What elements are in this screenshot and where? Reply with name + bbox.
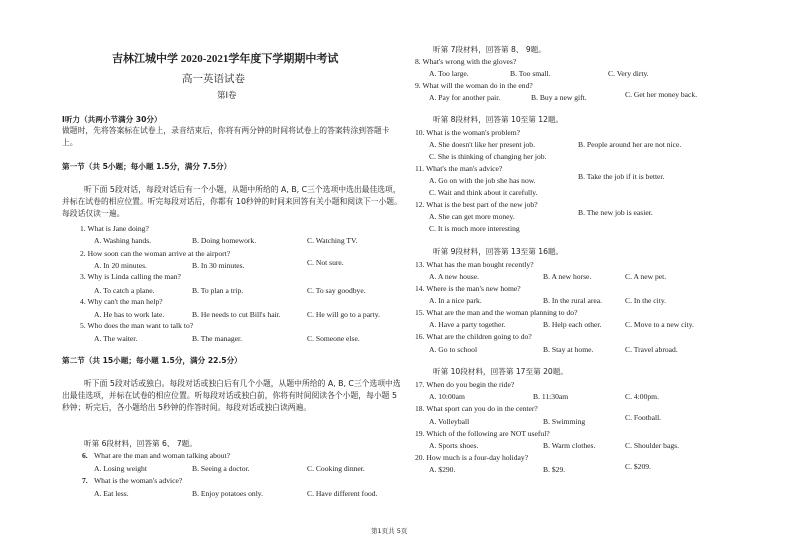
q19-option-b: B. Warm clothes. (543, 441, 596, 450)
q8-option-c: C. Very dirty. (608, 69, 649, 78)
question-3: 3. Why is Linda calling the man? (80, 272, 181, 281)
material-10-heading: 听第 10段材料，回答第 17至第 20题。 (433, 367, 568, 376)
section1-instructions: 听下面 5段对话，每段对话后有一个小题，从题中所给的 A, B, C三个选项中选出最佳选项，并标在试卷的相应位置。听完每段对话后，你都有 10秒钟的时间来回答有关小题和阅读下一小题。每段话仅读一遍。 (62, 185, 402, 218)
q10-option-b: B. People around her are not nice. (578, 140, 682, 149)
q17-option-a: A. 10:00am (429, 392, 465, 401)
question-10: 10. What is the woman's problem? (415, 128, 520, 137)
q9-option-a: A. Pay for another pair. (429, 93, 501, 102)
q13-option-a: A. A new house. (429, 272, 479, 281)
q12-option-a: A. She can get more money. (429, 212, 515, 221)
q13-option-c: C. A new pet. (625, 272, 667, 281)
q9-option-b: B. Buy a new gift. (531, 93, 587, 102)
question-8: 8. What's wrong with the gloves? (415, 57, 517, 66)
q14-option-a: A. In a nice park. (429, 296, 482, 305)
material-6-heading: 听第 6段材料，回答第 6、 7题。 (84, 439, 197, 448)
q13-option-b: B. A new horse. (543, 272, 592, 281)
q16-option-b: B. Stay at home. (543, 345, 594, 354)
q6-option-c: C. Cooking dinner. (307, 464, 365, 473)
q2-option-c: C. Not sure. (307, 258, 344, 267)
q11-option-c: C. Wait and think about it carefully. (429, 188, 538, 197)
q19-option-c: C. Shoulder bags. (625, 441, 679, 450)
q20-option-c: C. $209. (625, 462, 651, 471)
question-6: What are the man and woman talking about? (94, 451, 231, 460)
q15-option-a: A. Have a party together. (429, 320, 506, 329)
material-7-heading: 听第 7段材料，回答第 8、 9题。 (433, 45, 546, 54)
q15-option-b: B. Help each other. (543, 320, 602, 329)
q9-option-c: C. Get her money back. (625, 90, 698, 99)
q20-option-a: A. $290. (429, 465, 456, 474)
q18-option-c: C. Football. (625, 413, 662, 422)
q20-option-b: B. $29. (543, 465, 566, 474)
question-2: 2. How soon can the woman arrive at the airport? (80, 249, 231, 258)
q6-option-a: A. Losing weight (94, 464, 147, 473)
question-6-number: 6. (82, 451, 88, 460)
question-9: 9. What will the woman do in the end? (415, 81, 533, 90)
q17-option-c: C. 4:00pm. (625, 392, 659, 401)
q6-option-b: B. Seeing a doctor. (192, 464, 250, 473)
q7-option-a: A. Eat less. (94, 489, 129, 498)
q11-option-b: B. Take the job if it is better. (578, 172, 665, 181)
q3-option-c: C. To say goodbye. (307, 286, 366, 295)
q15-option-c: C. Move to a new city. (625, 320, 694, 329)
material-8-heading: 听第 8段材料，回答第 10至第 12题。 (433, 115, 564, 124)
q14-option-c: C. In the city. (625, 296, 667, 305)
q8-option-a: A. Too large. (429, 69, 469, 78)
question-15: 15. What are the man and the woman planning to do? (415, 308, 578, 317)
part1-intro: 做题时，先将答案标在试卷上，录音结束后，你将有两分钟的时间将试卷上的答案转涂到答题卡上。 (62, 126, 390, 147)
question-7-number: 7. (82, 476, 88, 485)
q19-option-a: A. Sports shoes. (429, 441, 479, 450)
section1-heading: 第一节（共 5小题；每小题 1.5分，满分 7.5分） (62, 162, 232, 171)
question-1: 1. What is Jane doing? (80, 224, 149, 233)
q2-option-a: A. In 20 minutes. (94, 261, 147, 270)
volume-label: 第I卷 (217, 91, 237, 101)
question-4: 4. Why can't the man help? (80, 297, 163, 306)
question-14: 14. Where is the man's new home? (415, 284, 521, 293)
question-12: 12. What is the best part of the new job? (415, 200, 538, 209)
question-18: 18. What sport can you do in the center? (415, 404, 538, 413)
q1-option-b: B. Doing homework. (192, 236, 257, 245)
q4-option-a: A. He has to work late. (94, 310, 165, 319)
section2-instructions: 听下面 5段对话或独白。每段对话或独白后有几个小题，从题中所给的 A, B, C三个选项中选出最佳选项，并标在试卷的相应位置。听每段对话或独白前，你将有时间阅读各个小题，每小题 5秒钟；听完后，各小题给出 5秒钟的作答时间。每段对话或独白读两遍。 (62, 379, 401, 412)
question-11: 11. What's the man's advice? (415, 164, 503, 173)
q8-option-b: B. Too small. (510, 69, 551, 78)
q3-option-a: A. To catch a plane. (94, 286, 155, 295)
q5-option-b: B. The manager. (192, 334, 243, 343)
q7-option-b: B. Enjoy potatoes only. (192, 489, 264, 498)
q16-option-a: A. Go to school (429, 345, 478, 354)
q17-option-b: B. 11:30am (533, 392, 569, 401)
page-number: 第1页共 5页 (371, 527, 408, 535)
q1-option-a: A. Washing hands. (94, 236, 152, 245)
part1-heading: I听力（共两小节满分 30分） (62, 115, 162, 124)
question-7: What is the woman's advice? (94, 476, 183, 485)
q4-option-c: C. He will go to a party. (307, 310, 380, 319)
q10-option-c: C. She is thinking of changing her job. (429, 152, 547, 161)
q5-option-c: C. Someone else. (307, 334, 360, 343)
q14-option-b: B. In the rural area. (543, 296, 603, 305)
q5-option-a: A. The waiter. (94, 334, 138, 343)
q2-option-b: B. In 30 minutes. (192, 261, 245, 270)
question-13: 13. What has the man bought recently? (415, 260, 534, 269)
q7-option-c: C. Have different food. (307, 489, 378, 498)
section2-heading: 第二节（共 15小题；每小题 1.5分，满分 22.5分） (62, 356, 242, 365)
q11-option-a: A. Go on with the job she has now. (429, 176, 536, 185)
exam-title: 吉林江城中学 2020-2021学年度下学期期中考试 (112, 53, 339, 65)
q12-option-c: C. It is much more interesting (429, 224, 520, 233)
q18-option-b: B. Swimming (543, 417, 586, 426)
q18-option-a: A. Volleyball (429, 417, 470, 426)
question-19: 19. Which of the following are NOT useful? (415, 429, 550, 438)
q10-option-a: A. She doesn't like her present job. (429, 140, 535, 149)
question-20: 20. How much is a four-day holiday? (415, 453, 529, 462)
q4-option-b: B. He needs to cut Bill's hair. (192, 310, 281, 319)
q1-option-c: C. Watching TV. (307, 236, 358, 245)
question-16: 16. What are the children going to do? (415, 332, 532, 341)
q12-option-b: B. The new job is easier. (578, 208, 653, 217)
question-5: 5. Who does the man want to talk to? (80, 321, 194, 330)
q3-option-b: B. To plan a trip. (192, 286, 244, 295)
q16-option-c: C. Travel abroad. (625, 345, 678, 354)
exam-subtitle: 高一英语试卷 (182, 73, 245, 85)
question-17: 17. When do you begin the ride? (415, 380, 515, 389)
material-9-heading: 听第 9段材料，回答第 13至第 16题。 (433, 247, 564, 256)
